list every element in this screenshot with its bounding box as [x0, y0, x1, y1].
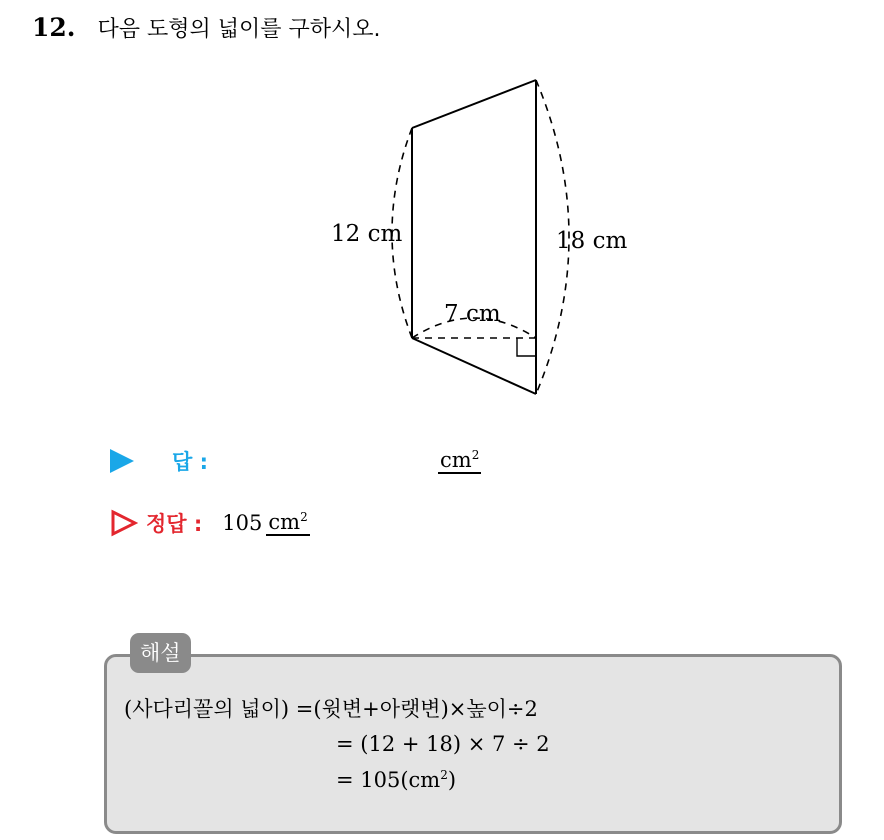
top-side [412, 80, 536, 128]
solution-result-unit: cm [408, 768, 441, 792]
solution-formula-subject: (사다리꼴의 넓이) [124, 697, 296, 721]
answer-blank[interactable] [438, 448, 481, 474]
correct-unit-exp: 2 [300, 510, 308, 524]
answer-marker-icon [110, 449, 134, 473]
answer-row [110, 446, 481, 476]
left-length-label: 12 cm [331, 221, 403, 247]
correct-unit: cm [268, 510, 301, 534]
correct-answer-row [110, 508, 310, 538]
bottom-length-label: 7 cm [444, 301, 501, 327]
solution-formula: =(윗변+아랫변)×높이÷2 [295, 697, 538, 721]
correct-value: 105 [222, 511, 263, 535]
correct-label: 정답 : [146, 512, 203, 536]
answer-unit: cm [440, 448, 472, 472]
solution-result-unit-exp: 2 [440, 768, 448, 782]
solution-line-1 [124, 693, 538, 723]
answer-unit-exp: 2 [471, 448, 480, 462]
correct-unit-underlined [266, 510, 309, 536]
solution-line-2: = (12 + 18) × 7 ÷ 2 [336, 732, 550, 756]
right-length-label: 18 cm [556, 228, 628, 254]
solution-result: = 105( [336, 768, 409, 792]
answer-label: 답 : [172, 450, 208, 474]
solution-result-close: ) [447, 768, 457, 792]
correct-marker-icon [110, 509, 138, 537]
solution-tab: 해설 [130, 633, 191, 673]
question-text: 다음 도형의 넓이를 구하시오. [97, 17, 381, 42]
question-number: 12. [32, 13, 76, 42]
right-angle-mark [517, 338, 536, 356]
solution-line-3 [336, 768, 456, 792]
